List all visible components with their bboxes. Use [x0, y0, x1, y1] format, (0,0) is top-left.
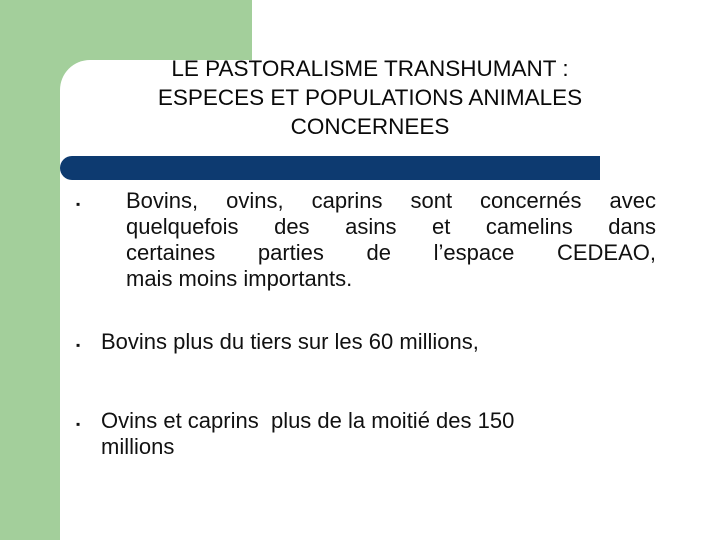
title-line-1: LE PASTORALISME TRANSHUMANT :	[171, 56, 569, 81]
bullet-marker-3: ▪	[76, 417, 81, 431]
bullet-1-line-3: certaines parties de l’espace CEDEAO,	[126, 240, 656, 265]
title-underline-bar	[60, 156, 600, 180]
title-line-3: CONCERNEES	[290, 114, 450, 139]
title-line-2: ESPECES ET POPULATIONS ANIMALES	[157, 85, 583, 110]
bullet-1-line-4: mais moins importants.	[126, 266, 353, 291]
bullet-3-line-2: millions	[101, 434, 175, 459]
bullet-text-1	[126, 188, 656, 292]
bullet-marker-1: ▪	[76, 197, 81, 211]
bullet-3-line-1: Ovins et caprins plus de la moitié des 150	[101, 408, 515, 433]
bullet-text-3	[101, 408, 661, 460]
bullet-text-2	[101, 329, 661, 355]
bullet-2-line-1: Bovins plus du tiers sur les 60 millions,	[101, 329, 479, 354]
bullet-marker-2: ▪	[76, 338, 81, 352]
slide-title	[90, 54, 650, 141]
bullet-1-line-1: Bovins, ovins, caprins sont concernés avec	[126, 188, 656, 213]
bullet-1-line-2: quelquefois des asins et camelins dans	[126, 214, 656, 239]
